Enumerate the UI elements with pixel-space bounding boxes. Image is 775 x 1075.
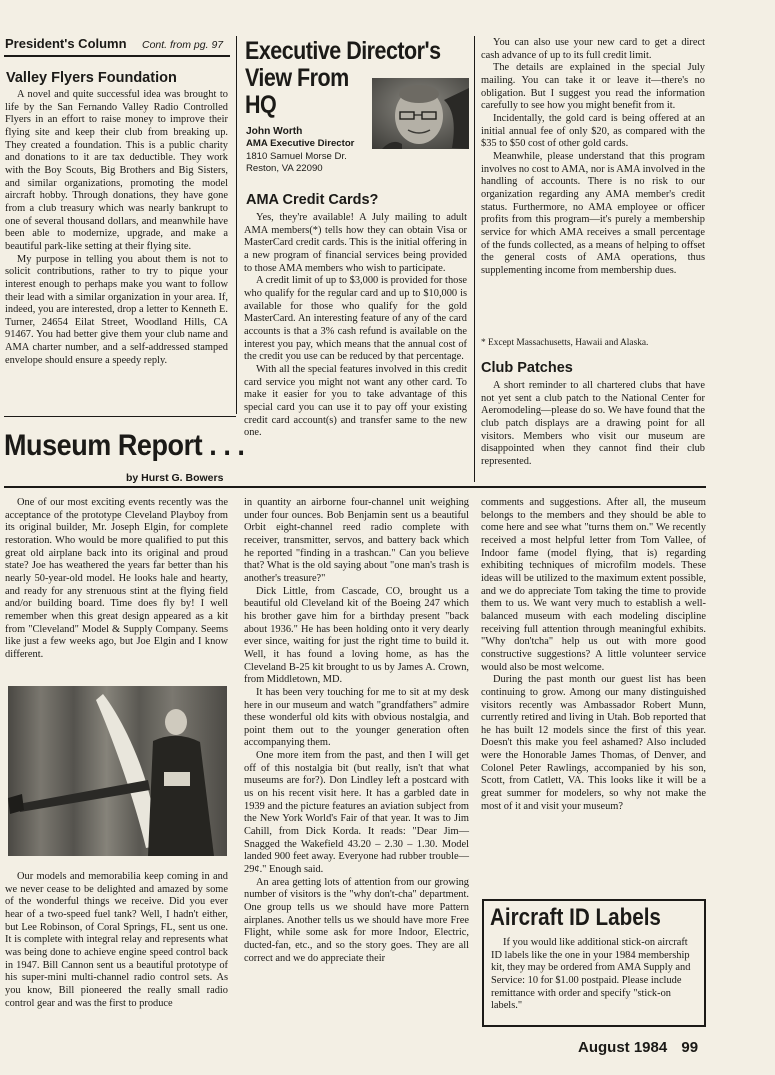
museum-paragraph: An area getting lots of attention from our growing number of visitors is the "why don't-cha" department. One group tells us we should have more Pattern airplanes. Another tells us we should have more Free Flight, while some ask for more Indoor, Electric, ducted-fan, etc., and so the story goes. They are all correct and we do appreciate their (244, 876, 469, 964)
page-number: 99 (681, 1039, 699, 1056)
address-street: 1810 Samuel Morse Dr. (246, 150, 347, 162)
footnote: * Except Massachusetts, Hawaii and Alaska. (481, 338, 649, 348)
museum-byline: by Hurst G. Bowers (126, 472, 224, 484)
museum-paragraph: comments and suggestions. After all, the museum belongs to the members and they should be able to come here and see what "turns them on." We recently received a most helpful letter from Tom Vallee, of Indoor fame (model flying, that is) regarding exhibiting techniques of microfilm models. These ideas will be utilized to the maximum extent possible, and we do appreciate Tom taking the time to provide them to us. We want very much to establish a well-balanced museum with each modeling discipline receiving full attention through meaningful exhibits. "Why don'tcha" help us out with more good constructive suggestions? A little volunteer service would also be most welcome. (481, 497, 706, 673)
executive-title-line: Executive Director's (245, 37, 441, 65)
section-divider (4, 416, 236, 417)
club-patches-body (481, 380, 705, 469)
museum-col1-bottom (5, 871, 228, 1010)
aircraft-id-box (482, 899, 706, 1027)
president-body (5, 89, 228, 367)
author-position: AMA Executive Director (246, 138, 355, 150)
column-rule (4, 55, 230, 57)
credit-cards-body (244, 212, 467, 440)
museum-col1-top (5, 497, 228, 662)
issue-date (578, 1039, 698, 1056)
john-worth-photo (372, 78, 469, 149)
museum-paragraph: One of our most exciting events recently was the acceptance of the prototype Cleveland Playboy from its original builder, Mr. Joseph Elgin, for complete restoration. Who would be more qualified to put this great old airplane back into its original and proud state? Joe has weathered the years far better than his nearly 50-year-old model. He looks hale and hearty, and ready for any strenuous stint at the flying field and/or building board. Time does fly by! I well remember when this great design appeared as a kit from "Cleveland" Model & Supply Company. Seems like just a few weeks ago, but Joe Elgin and I know different. (5, 497, 228, 660)
credit-cards-continued (481, 37, 705, 277)
continued-note: Cont. from pg. 97 (142, 39, 224, 51)
museum-paragraph: It has been very touching for me to sit at my desk here in our museum and watch "grandfathers" admire these wonderful old kits with obvious nostalgia, and point them out to the younger generation often accompanying them. (244, 686, 469, 749)
credit-paragraph: You can also use your new card to get a direct cash advance of up to its full credit limit. (481, 37, 705, 61)
museum-paragraph: in quantity an airborne four-channel unit weighing under four ounces. Bob Benjamin sent us a beautiful Orbit eight-channel reed radio complete with receiver, transmitter, servos, and battery back which he reported "finding in a trashcan." Can you believe that? What is the old saying about "one man's trash is another's treasure?" (244, 497, 469, 584)
patches-paragraph: A short reminder to all chartered clubs that have not yet sent a club patch to the National Center for Aeromodeling—please do so. We have found that the club patch displays are a drawing point for all visitors. Members who visit our museum are disappointed when they cannot find their club represented. (481, 380, 705, 467)
credit-paragraph: Meanwhile, please understand that this program involves no cost to AMA, nor is AMA involved in the handling of accounts. There is no risk to our organization regarding any AMA member's credit status. Furthermore, no AMA employee or officer profits from this program—it's purely a membership service for which AMA receives a small percentage of the funds collected, as a means of helping to offset the general costs of AMA operations, thus supplementing income from membership dues. (481, 150, 705, 276)
joseph-elgin-photo (8, 686, 227, 856)
aircraft-paragraph: If you would like additional stick-on aircraft ID labels like the one in your 1984 membership kit, they may be ordered from AMA Supply and Service: 10 for $1.00 postpaid. Please include remittance with order and specify "stick-on labels." (491, 937, 691, 1012)
column-divider (474, 36, 475, 482)
museum-report-title: Museum Report . . . (4, 429, 245, 462)
executive-title-line: HQ (245, 91, 277, 119)
museum-paragraph: During the past month our guest list has been continuing to grow. Among our many distinguished visitors recently was Ambassador Robert Munn, currently retired and living in Utah. Bob reported that he has built 12 models since the first of this year. Doesn't this make you feel ashamed? Also included were the Honorable James Thomas, of Denver, and Colonel Peter Rawlings, accompanied by his son, Scott, from Catlett, VA. This looks like it will be a great summer for modelers, so why not make the most of it and visit your museum? (481, 674, 706, 812)
club-patches-heading: Club Patches (481, 360, 573, 376)
valley-flyers-heading: Valley Flyers Foundation (6, 70, 177, 86)
column-divider (236, 36, 237, 414)
credit-cards-heading: AMA Credit Cards? (246, 192, 379, 208)
aircraft-id-body (491, 937, 696, 1013)
president-paragraph: A novel and quite successful idea was brought to life by the San Fernando Valley Radio Controlled Flyers in an effort to raise money to improve their flying site and keep their club from breaking up. They created a foundation. This is a public charity and donations to it are tax deductible. They work with the Boy Scouts, Big Brothers and Big Sisters, and similar organizations, promoting the model aircraft hobby. Through donations, they have gone from a club treasury which was nearly bankrupt to one of several thousand dollars, and meanwhile have been able to modernize, upgrade, and make a beautiful park-like setting at their flying site. (5, 89, 228, 252)
credit-paragraph: A credit limit of up to $3,000 is provided for those who qualify for the regular card and up to $10,000 is available for those who qualify for the gold MasterCard. An interesting feature of any of the card accounts is that a 3% cash refund is available on the interest you pay, which means that the annual cost of the credit you use can be reduced by that percentage. (244, 275, 467, 363)
museum-paragraph: Our models and memorabilia keep coming in and we never cease to be delighted and amazed by some of the wonderful things we receive. Did you ever hear of a two-speed fuel tank? Well, I hadn't either, but Lee Robinson, of Coral Springs, FL, sent us one. It is complete with integral relay and represents what was being done to achieve engine speed control back in 1947. Bill Cannon sent us a beautiful prototype of his super-mini multi-channel radio control sets. As you know, Bill pioneered the really small radio control gear and was the first to produce (5, 871, 228, 1009)
aircraft-id-title: Aircraft ID Labels (490, 904, 661, 931)
museum-paragraph: Dick Little, from Cascade, CO, brought us a beautiful old Cleveland kit of the Boeing 247 which his brother gave him for a birthday present "back about 1936." He has been holding onto it very dearly ever since, waiting for just the right time to build it. Well, it has found a loving home, as has the Cleveland B-25 kit brought to us by James A. Crown, from Middletown, MD. (244, 585, 469, 686)
executive-title-line: View From (245, 64, 349, 92)
credit-paragraph: The details are explained in the special July mailing. You can take it or leave it—there's no obligation. But I suggest you read the information carefully to see how you might benefit from it. (481, 62, 705, 112)
president-column-title: President's Column (5, 36, 127, 51)
address-city: Reston, VA 22090 (246, 163, 323, 175)
museum-col2 (244, 497, 469, 965)
section-rule (4, 486, 706, 488)
executive-address (246, 126, 376, 176)
museum-col3 (481, 497, 706, 813)
issue-label: August 1984 (578, 1039, 668, 1056)
president-paragraph: My purpose in telling you about them is not to solicit contributions, rather to try to pique your interest enough to perhaps make you want to follow their lead with a similar organization in your area. If, indeed, you are interested, drop a letter to Kenneth E. Turner, 24654 Eilat Street, Woodland Hills, CA 91467. You had better give them your club name and AMA charter number, and a self-addressed stamped envelope should ensure a speedy reply. (5, 253, 228, 366)
credit-paragraph: Yes, they're available! A July mailing to adult AMA members(*) tells how they can obtain Visa or MasterCard credit cards. This is the initial offering in a new program of financial services being provided to those AMA members who wish to participate. (244, 212, 467, 274)
credit-paragraph: Incidentally, the gold card is being offered at an initial annual fee of only $20, as compared with the $35 to $50 cost of other gold cards. (481, 112, 705, 150)
author-name: John Worth (246, 126, 303, 137)
museum-paragraph: One more item from the past, and then I will get off of this nostalgia bit (but really, isn't that what museums are for?). Don Lindley left a postcard with us on his recent visit here. It has a garbled date in 1939 and the picture features an aviation subject from the New York World's Fair of that year. It was to Jim Cahill, from Dick Korda. It reads: "Dear Jim—Snagged the Wakefield 43.20 – 2.30 – 1.30. Model landed 900 feet away. Everyone had rubber trouble—29¢." Enough said. (244, 750, 469, 876)
credit-paragraph: With all the special features involved in this credit card service you might not want any other card. To make it easier for you to take advantage of this special card you can use it to pay off your existing credit card account(s) and transfer same to the new one. (244, 363, 467, 439)
